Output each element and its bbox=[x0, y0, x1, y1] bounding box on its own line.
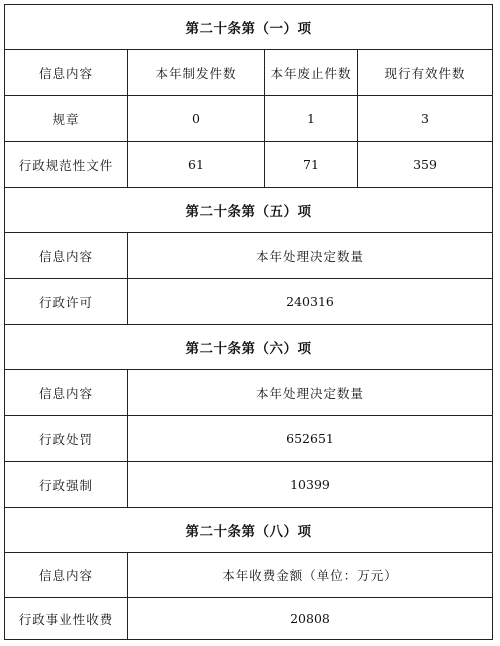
table-row bbox=[5, 462, 492, 508]
table-cell: 10399 bbox=[127, 462, 492, 507]
row-label: 行政许可 bbox=[38, 294, 93, 310]
column-header: 本年制发件数 bbox=[127, 50, 264, 95]
table-row bbox=[5, 598, 492, 639]
section-title: 第二十条第（六）项 bbox=[185, 341, 312, 357]
section-title: 第二十条第（八）项 bbox=[185, 524, 312, 540]
column-header-row bbox=[5, 233, 492, 279]
column-header-row bbox=[5, 50, 492, 96]
table-row bbox=[5, 142, 492, 188]
column-header: 本年处理决定数量 bbox=[127, 233, 492, 278]
column-header: 信息内容 bbox=[38, 568, 93, 583]
table-cell: 359 bbox=[357, 142, 492, 187]
column-header: 信息内容 bbox=[38, 65, 93, 81]
row-label: 行政处罚 bbox=[38, 431, 93, 447]
table-cell: 652651 bbox=[127, 416, 492, 461]
column-header: 本年收费金额（单位：万元） bbox=[127, 553, 492, 597]
disclosure-table bbox=[4, 4, 493, 640]
table-cell: 20808 bbox=[127, 598, 492, 639]
table-cell: 1 bbox=[264, 96, 357, 141]
column-header: 本年处理决定数量 bbox=[127, 370, 492, 415]
column-header-row bbox=[5, 370, 492, 416]
table-cell: 240316 bbox=[127, 279, 492, 324]
table-cell: 71 bbox=[264, 142, 357, 187]
row-label: 行政强制 bbox=[38, 477, 93, 493]
table-cell: 61 bbox=[127, 142, 264, 187]
table-row bbox=[5, 96, 492, 142]
row-label: 规章 bbox=[52, 111, 80, 127]
section-header bbox=[5, 188, 492, 233]
table-row bbox=[5, 279, 492, 325]
section-header bbox=[5, 325, 492, 370]
section-title: 第二十条第（一）项 bbox=[185, 21, 312, 37]
row-label: 行政事业性收费 bbox=[18, 611, 114, 627]
section-header bbox=[5, 5, 492, 50]
row-label: 行政规范性文件 bbox=[18, 157, 114, 173]
section-header bbox=[5, 508, 492, 553]
column-header: 现行有效件数 bbox=[357, 50, 492, 95]
table-cell: 0 bbox=[127, 96, 264, 141]
column-header: 本年废止件数 bbox=[264, 50, 357, 95]
column-header-row bbox=[5, 553, 492, 598]
column-header: 信息内容 bbox=[38, 385, 93, 401]
table-cell: 3 bbox=[357, 96, 492, 141]
column-header: 信息内容 bbox=[38, 248, 93, 264]
table-row bbox=[5, 416, 492, 462]
section-title: 第二十条第（五）项 bbox=[185, 204, 312, 220]
